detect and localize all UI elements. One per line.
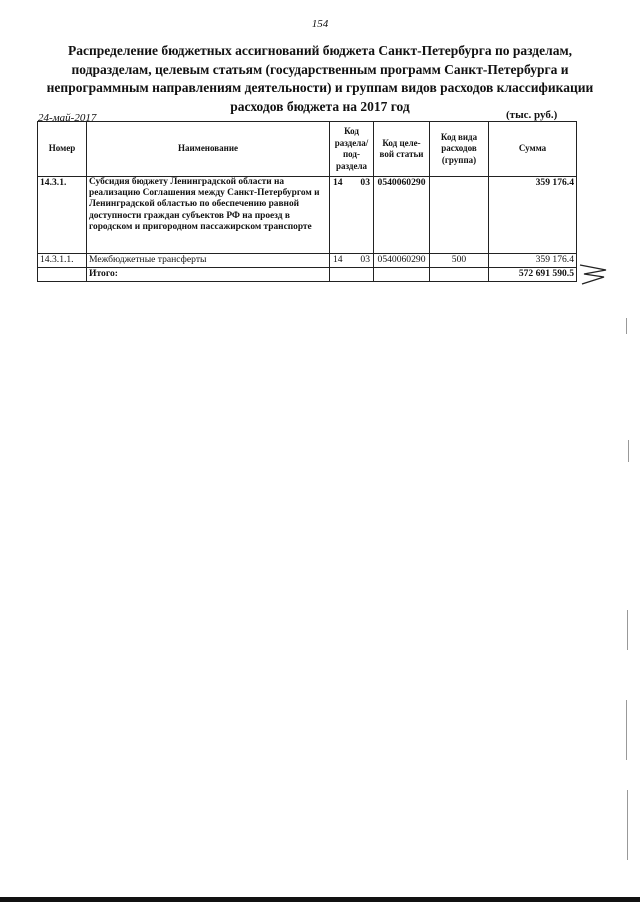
scan-artifact <box>626 700 627 760</box>
total-empty-cell <box>330 268 374 282</box>
row-section-code <box>330 177 374 254</box>
section-code: 14 <box>333 177 343 188</box>
row-target-code: 0540060290 <box>374 177 430 254</box>
total-empty-cell <box>430 268 489 282</box>
scan-artifact <box>627 790 628 860</box>
table-row <box>38 177 577 254</box>
scan-artifact <box>626 318 627 334</box>
scan-bottom-edge <box>0 897 640 902</box>
row-expense-code: 500 <box>430 254 489 268</box>
row-target-code: 0540060290 <box>374 254 430 268</box>
scan-artifact <box>627 610 628 650</box>
header-section: Код раздела/ под- раздела <box>330 122 374 177</box>
header-expense: Код вида расходов (группа) <box>430 122 489 177</box>
total-empty-cell <box>374 268 430 282</box>
total-sum: 572 691 590.5 <box>489 268 577 282</box>
row-name: Межбюджетные трансферты <box>87 254 330 268</box>
section-code: 14 <box>333 254 343 265</box>
row-sum: 359 176.4 <box>489 177 577 254</box>
row-section-code <box>330 254 374 268</box>
units-label: (тыс. руб.) <box>506 109 558 121</box>
header-name: Наименование <box>87 122 330 177</box>
budget-table <box>37 121 577 282</box>
subsection-code: 03 <box>360 177 370 188</box>
date-stamp: 24-май-2017 <box>38 112 97 124</box>
handwritten-check-mark <box>578 262 610 286</box>
row-expense-code <box>430 177 489 254</box>
total-row <box>38 268 577 282</box>
row-name: Субсидия бюджету Ленинградской области на реализацию Соглашения между Санкт-Петербургом и Ленинградской областью по обеспечению равной доступности граждан субъектов РФ на проезд в городском и пригородном пассажирском транспорте <box>87 177 330 254</box>
total-label: Итого: <box>87 268 330 282</box>
document-title: Распределение бюджетных ассигнований бюджета Санкт-Петербурга по разделам, подразделам, целевым статьям (государственным программ Санкт-Петербурга и непрограммным направлениям деятельности) и группам видов расходов классификации расходов бюджета на 2017 год <box>46 43 594 114</box>
table-header-row <box>38 122 577 177</box>
row-number: 14.3.1. <box>38 177 87 254</box>
total-empty-cell <box>38 268 87 282</box>
page-number: 154 <box>311 18 329 30</box>
header-number: Номер <box>38 122 87 177</box>
subsection-code: 03 <box>360 254 370 265</box>
row-sum: 359 176.4 <box>489 254 577 268</box>
row-number: 14.3.1.1. <box>38 254 87 268</box>
header-sum: Сумма <box>489 122 577 177</box>
table-row <box>38 254 577 268</box>
header-target: Код целе- вой статьи <box>374 122 430 177</box>
scan-artifact <box>628 440 629 462</box>
